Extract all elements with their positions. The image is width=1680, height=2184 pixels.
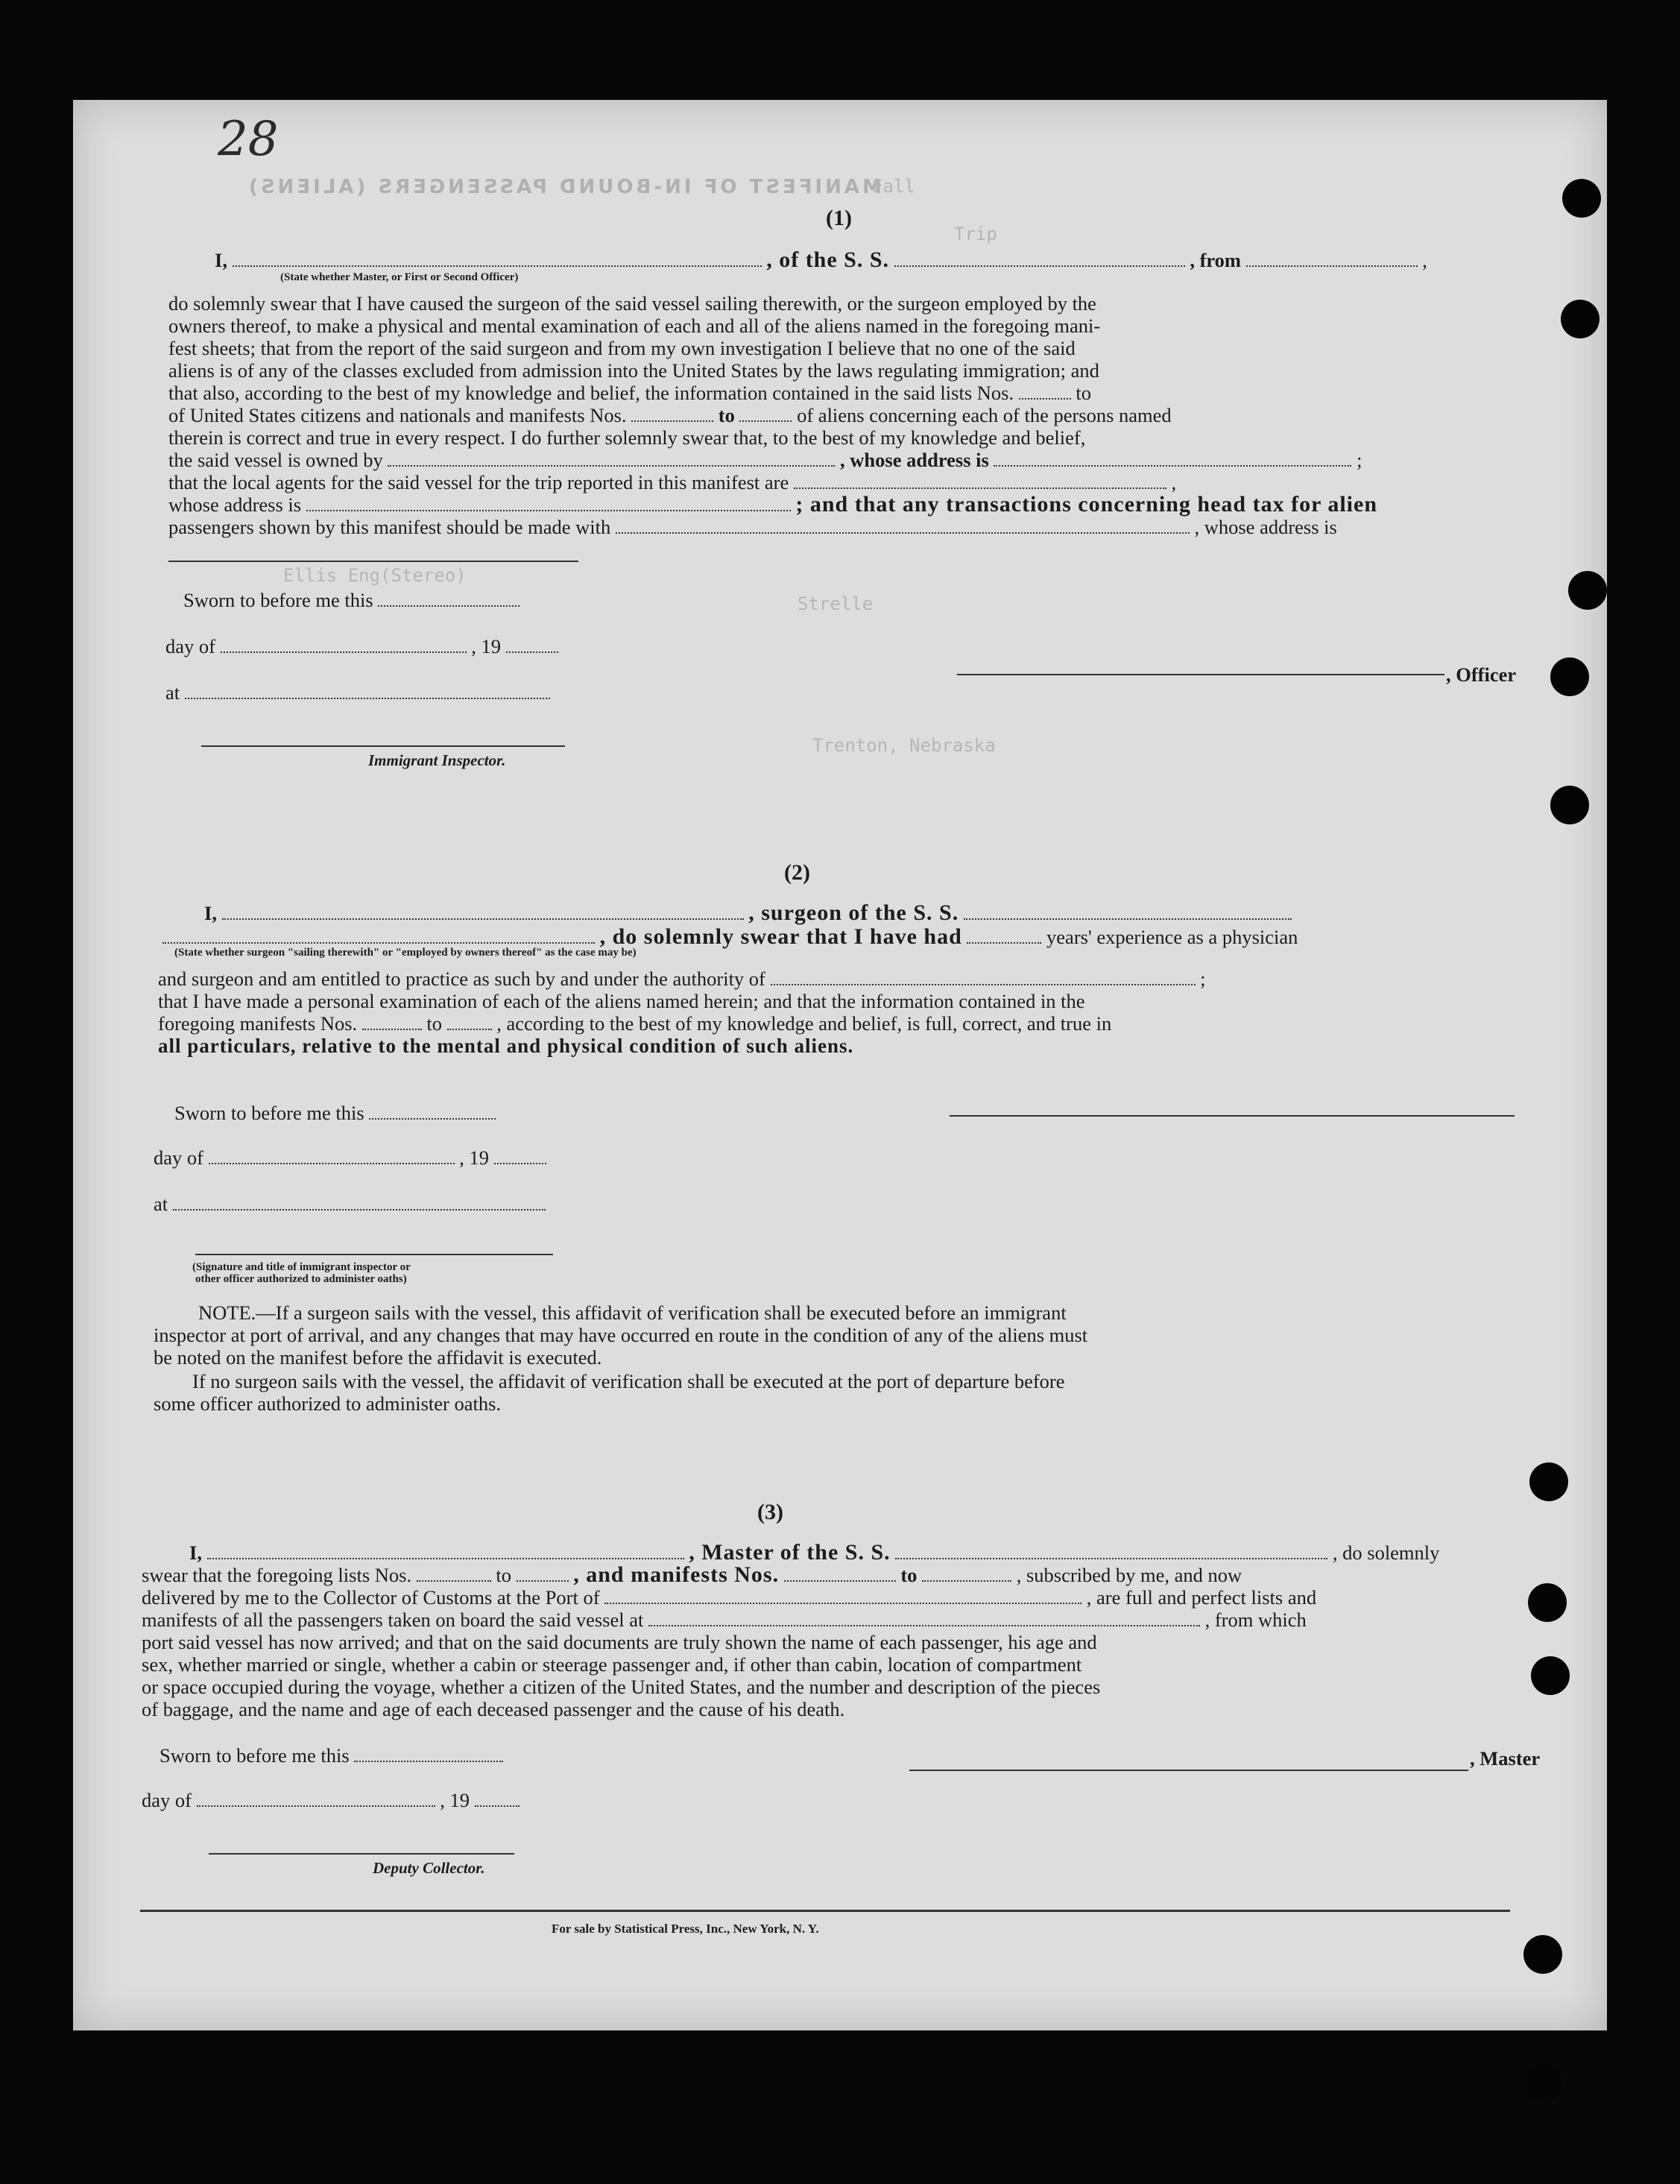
text: , 19 (440, 1789, 470, 1811)
note-line: NOTE.—If a surgeon sails with the vessel, this affidavit of verification shall be executed before an immigrant (198, 1301, 1067, 1324)
note-line: If no surgeon sails with the vessel, the affidavit of verification shall be executed at the port of departure before (192, 1370, 1065, 1392)
text: years' experience as a physician (1046, 926, 1298, 948)
manifest-from-field[interactable] (362, 1012, 422, 1030)
text: , (1422, 249, 1427, 271)
text: and surgeon and am entitled to practice as such by and under the authority of (158, 968, 765, 990)
text: to (1076, 382, 1091, 404)
from-port-field[interactable] (1246, 249, 1418, 267)
text: , do solemnly swear that I have had (599, 924, 962, 949)
list-no-to-field[interactable] (631, 404, 713, 422)
text: , do solemnly (1332, 1541, 1440, 1564)
surgeon-name-field[interactable] (222, 902, 744, 920)
oath-line: therein is correct and true in every respect. I do further solemnly swear that, to the best of my knowledge and belief, (168, 426, 1086, 449)
master-line (189, 1541, 1439, 1564)
text: Sworn to before me this (183, 589, 373, 611)
oath-line (168, 404, 1172, 426)
bleed-header: MANIFEST OF IN-BOUND PASSENGERS (ALIENS) (246, 176, 882, 198)
surgeon-line: that I have made a personal examination of each of the aliens named herein; and that the information contained in the (158, 990, 1085, 1012)
manifests-to-field[interactable] (922, 1564, 1011, 1582)
master-label: , Master (1470, 1747, 1541, 1770)
text: , Master of the S. S. (689, 1540, 891, 1565)
oath-line: do solemnly swear that I have caused the surgeon of the said vessel sailing therewith, or the surgeon employed by the (168, 292, 1096, 315)
text: ; (1357, 449, 1362, 471)
embarkation-port-field[interactable] (648, 1609, 1200, 1626)
agent-address-field[interactable] (306, 493, 791, 511)
text: Sworn to before me this (160, 1744, 350, 1767)
deputy-label: Deputy Collector. (373, 1859, 485, 1877)
text: to (426, 1012, 443, 1035)
signature-hint: (Signature and title of immigrant inspector or (192, 1261, 411, 1273)
text: of aliens concerning each of the persons named (797, 404, 1172, 426)
surgeon-line (158, 968, 1206, 990)
place-field[interactable] (185, 681, 550, 699)
surgeon-signature-line[interactable] (950, 1115, 1515, 1117)
officer-signature-line[interactable] (957, 674, 1444, 675)
owner-field[interactable] (388, 449, 835, 467)
years-experience-field[interactable] (967, 926, 1041, 944)
oath-line: aliens is of any of the classes excluded from admission into the United States by the laws regulating immigration; and (168, 359, 1099, 382)
punch-hole (1531, 1656, 1570, 1695)
text: , according to the best of my knowledge and belief, is full, correct, and true in (496, 1012, 1112, 1035)
text: passengers shown by this manifest should be made with (168, 516, 611, 538)
text: of United States citizens and nationals and manifests Nos. (168, 404, 627, 426)
text: , from (1190, 249, 1241, 271)
note-line: inspector at port of arrival, and any changes that may have occurred en route in the condition of any of the aliens must (154, 1324, 1088, 1346)
note-line: some officer authorized to administer oaths. (154, 1392, 502, 1415)
surgeon-line: all particulars, relative to the mental and physical condition of such aliens. (158, 1035, 854, 1057)
lists-to-field[interactable] (517, 1564, 569, 1582)
page-number: 28 (218, 112, 279, 167)
punch-hole (1568, 571, 1607, 610)
text: , and manifests Nos. (573, 1562, 780, 1587)
oath-line (168, 382, 1091, 404)
text: foregoing manifests Nos. (158, 1012, 358, 1035)
manifest-to-field[interactable] (447, 1012, 492, 1030)
text: day of (154, 1146, 203, 1169)
address-continuation-line[interactable] (168, 561, 578, 562)
day-of-line (165, 635, 558, 657)
head-tax-party-field[interactable] (616, 516, 1190, 534)
master-line: port said vessel has now arrived; and that on the said documents are truly shown the name of each passenger, his age and (142, 1631, 1097, 1653)
master-line (142, 1586, 1316, 1609)
punch-hole (1550, 657, 1589, 696)
text: delivered by me to the Collector of Customs at the Port of (142, 1586, 600, 1609)
year-field[interactable] (506, 635, 558, 653)
punch-hole (1528, 1583, 1567, 1622)
text: I, (189, 1541, 202, 1564)
text: I, (204, 902, 217, 924)
text: to (496, 1564, 511, 1586)
text: day of (142, 1789, 192, 1811)
bleed-fragment: Trenton, Nebraska (812, 735, 996, 756)
text: to (718, 404, 735, 426)
master-line (142, 1564, 1242, 1586)
punch-hole (1529, 1462, 1568, 1501)
section-2-number: (2) (784, 860, 810, 885)
master-signature-line[interactable] (909, 1770, 1468, 1771)
master-line: or space occupied during the voyage, whether a citizen of the United States, and the number and description of the pieces (142, 1676, 1101, 1698)
master-line (142, 1609, 1307, 1631)
place-field[interactable] (173, 1193, 546, 1211)
master-name-field[interactable] (207, 1541, 684, 1559)
text: Sworn to before me this (174, 1102, 364, 1124)
text: ; and that any transactions concerning head tax for alien (795, 492, 1378, 517)
inspector-label: Immigrant Inspector. (368, 751, 506, 769)
surgeon-vessel-field[interactable] (964, 902, 1292, 920)
sworn-date-field[interactable] (354, 1744, 503, 1762)
owner-address-field[interactable] (994, 449, 1351, 467)
sworn-line (174, 1102, 496, 1124)
text: , 19 (471, 635, 501, 657)
month-field[interactable] (221, 635, 467, 653)
text: I, (215, 249, 227, 271)
text: whose address is (168, 493, 302, 516)
note-line: be noted on the manifest before the affidavit is executed. (154, 1346, 602, 1369)
text: , are full and perfect lists and (1086, 1586, 1317, 1609)
officer-line (215, 249, 1427, 271)
month-field[interactable] (197, 1789, 435, 1807)
text: , from which (1204, 1609, 1307, 1631)
year-field[interactable] (475, 1789, 520, 1807)
bleed-fragment: Fall (872, 176, 915, 197)
at-line (154, 1193, 546, 1215)
sworn-date-field[interactable] (369, 1102, 496, 1120)
day-of-line (154, 1146, 546, 1169)
text: , whose address is (1194, 516, 1337, 538)
bleed-fragment: Trip (954, 224, 997, 244)
bleed-fragment: Strelle (798, 593, 874, 614)
text: to (900, 1564, 918, 1586)
lists-from-field[interactable] (417, 1564, 491, 1582)
sworn-line (183, 589, 520, 611)
signature-hint: other officer authorized to administer oaths) (195, 1273, 407, 1285)
surgeon-hint: (State whether surgeon "sailing therewith" or "employed by owners thereof" as the case may be) (174, 947, 637, 959)
text: that the local agents for the said vessel for the trip reported in this manifest are (168, 471, 789, 493)
text: ; (1200, 968, 1206, 990)
manifest-no-field[interactable] (739, 404, 792, 422)
text: , whose address is (840, 449, 989, 471)
port-field[interactable] (604, 1586, 1081, 1604)
text: , surgeon of the S. S. (748, 900, 959, 925)
month-field[interactable] (209, 1146, 455, 1164)
text: at (165, 681, 180, 704)
master-line: of baggage, and the name and age of each deceased passenger and the cause of his death. (142, 1698, 845, 1720)
text: that also, according to the best of my knowledge and belief, the information contained in the said lists Nos. (168, 382, 1014, 404)
punch-hole (1562, 179, 1601, 218)
local-agents-field[interactable] (794, 471, 1166, 489)
sworn-line (160, 1744, 503, 1767)
punch-hole (1550, 786, 1589, 824)
master-line: sex, whether married or single, whether a cabin or steerage passenger and, if other than cabin, location of compartment (142, 1653, 1082, 1676)
list-no-from-field[interactable] (1019, 382, 1071, 400)
oath-line: fest sheets; that from the report of the said surgeon and from my own investigation I believe that no one of the said (168, 337, 1076, 359)
inspector-signature-line[interactable] (201, 745, 565, 747)
text: swear that the foregoing lists Nos. (142, 1564, 412, 1586)
bleed-fragment: Ellis Eng(Stereo) (283, 565, 467, 586)
manifests-from-field[interactable] (784, 1564, 896, 1582)
deputy-signature-line[interactable] (209, 1853, 514, 1855)
punch-hole (1561, 300, 1600, 338)
officer-hint: (State whether Master, or First or Second Officer) (280, 271, 519, 283)
surgeon-line (204, 902, 1292, 924)
authority-field[interactable] (771, 968, 1196, 985)
printer-footer: For sale by Statistical Press, Inc., New York, N. Y. (552, 1922, 819, 1936)
text: the said vessel is owned by (168, 449, 383, 471)
text: manifests of all the passengers taken on board the said vessel at (142, 1609, 644, 1631)
signature-line[interactable] (195, 1254, 553, 1255)
surgeon-status-field[interactable] (162, 926, 595, 944)
text: , 19 (459, 1146, 489, 1169)
text: at (154, 1193, 168, 1215)
section-1-number: (1) (826, 206, 852, 230)
footer-rule (140, 1910, 1510, 1912)
at-line (165, 681, 550, 704)
text: , of the S. S. (766, 247, 890, 272)
punch-hole (1523, 1935, 1562, 1974)
vessel-name-field[interactable] (894, 249, 1185, 267)
surgeon-line (158, 1012, 1111, 1035)
oath-line: owners thereof, to make a physical and mental examination of each and all of the aliens named in the foregoing mani- (168, 315, 1101, 337)
day-of-line (142, 1789, 520, 1811)
oath-line (168, 449, 1362, 471)
section-3-number: (3) (757, 1500, 783, 1524)
oath-line (168, 493, 1377, 516)
text: , subscribed by me, and now (1016, 1564, 1242, 1586)
year-field[interactable] (494, 1146, 546, 1164)
punch-hole (1523, 2063, 1562, 2102)
oath-line (168, 471, 1176, 493)
surgeon-line (162, 926, 1298, 948)
officer-label: , Officer (1446, 663, 1517, 686)
oath-line (168, 516, 1337, 538)
sworn-date-field[interactable] (378, 589, 520, 607)
master-vessel-field[interactable] (895, 1541, 1327, 1559)
officer-name-field[interactable] (233, 249, 762, 267)
text: , (1171, 471, 1177, 493)
text: day of (165, 635, 215, 657)
